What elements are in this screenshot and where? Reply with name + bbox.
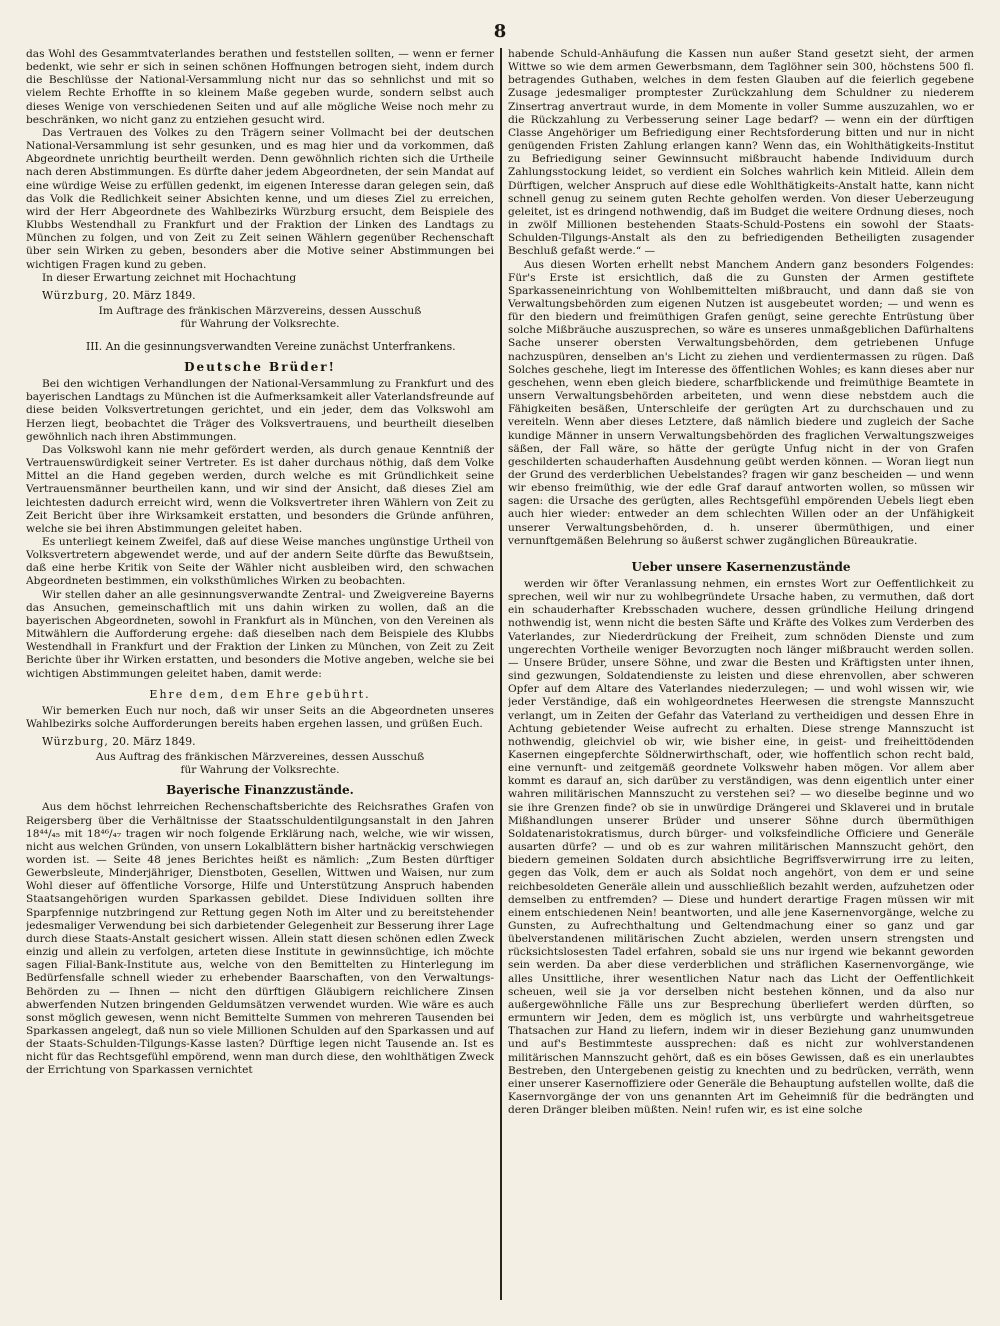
signature-city: Würzburg, [42,735,109,749]
paragraph: Wir bemerken Euch nur noch, daß wir unser Seits an die Abgeordneten unseres Wahlbezirks solche Aufforderungen bereits haben ergehen lassen, und grüßen Euch. [26,704,494,730]
article-heading: Ueber unsere Kasernenzustände [631,559,851,574]
paragraph: das Wohl des Gesammtvaterlandes berathen und feststellen sollten, — wenn er ferner bedenkt, wie sehr er sich in seinen schönen Hoffnungen betrogen sieht, indem durch die Beschlüsse der National-Versammlung nicht nur das so sehnlichst und mit so vielem Rechte Erhoffte in so kleinem Maße gegeben wurde, sondern selbst auch dieses Wenige von verschiedenen Seiten und auf alle mögliche Weise noch mehr zu beschränken, wo nicht ganz zu entziehen gesucht wird. [26,48,494,126]
paragraph: Das Vertrauen des Volkes zu den Trägern seiner Vollmacht bei der deutschen National-Versammlung ist sehr gesunken, und es mag hier und da vorkommen, daß Abgeordnete unrichtig beurtheilt werden. Denn gewöhnlich richten sich die Urtheile nach deren Abstimmungen. Es dürfte daher jedem Abgeordneten, der sein Mandat auf eine würdige Weise zu erfüllen gedenkt, im eigenen Interesse daran gelegen sein, daß das Volk die Redlichkeit seiner Absichten kenne, und um dieses Ziel zu erreichen, wird der Herr Abgeordnete des Wahlbezirks Würzburg ersucht, dem Beispiele des Klubbs Westendhall zu Frankfurt und der Fraktion der Linken des Landtags zu München zu folgen, und von Zeit zu Zeit seinen Wählern gegenüber Rechenschaft über sein Wirken zu geben, besonders aber die Motive seiner Abstimmungen bei wichtigen Fragen kund zu geben. [26,126,494,271]
paragraph: Aus diesen Worten erhellt nebst Manchem Andern ganz besonders Folgendes: Für's Erste ist ersichtlich, daß die zu Gunsten der Armen gestiftete Sparkasseneinrichtung von Wohlbemittelten mißbraucht, und dann daß sie von Verwaltungsbehörden zum eigenen Nutzen ist ausgebeutet worden; — und wenn es für den biedern und freimüthigen Grafen genügt, seine gerechte Entrüstung über solche Mißbräuche auszusprechen, so wäre es unseres unmaßgeblichen Dafürhaltens Sache unserer obersten Verwaltungsbehörden, dem getriebenen Unfuge nachzuspüren, denselben an's Licht zu ziehen und verdientermassen zu rügen. Daß Solches geschehe, liegt im Interesse des öffentlichen Wohles; es kann dieses aber nur geschehen, wenn eben gleich biedere, scharfblickende und freimüthige Beamtete in unsern Verwaltungsbehörden arbeiteten, und wenn diese nebstdem auch die Fähigkeiten besäßen, Unterschleife der gerügten Art zu durchschauen und zu vereiteln. Wenn aber dieses Letztere, daß nämlich biedere und zugleich der Sache kundige Männer in unsern Verwaltungsbehörden des fraglichen Verwaltungszweiges säßen, der Fall wäre, so hätte der gerügte Unfug nicht in der von Grafen geschilderten schauderhaften Ausdehnung geübt werden können. — Woran liegt nun der Grund des verderblichen Uebelstandes? fragen wir ganz bescheiden — und wenn wir ebenso freimüthig, wie der edle Graf darauf antworten wollen, so müssen wir sagen: die Ursache des gerügten, alles Rechtsgefühl empörenden Uebels liegt eben auch hier wieder: entweder an dem schlechten Willen oder an der Unfähigkeit unserer Verwaltungsbehörden, d. h. unserer übermüthigen, und einer vernunftgemäßen Belehrung so äußerst schwer zugänglichen Büreaukratie. [508,258,974,547]
left-column [26,48,494,1298]
paragraph: Aus dem höchst lehrreichen Rechenschaftsberichte des Reichsrathes Grafen von Reigersberg über die Verhältnisse der Staatsschuldentilgungsanstalt in den Jahren 18⁴⁴/₄₅ mit 18⁴⁶/₄₇ tragen wir noch folgende Erklärung nach, welche, wie wir wissen, nicht aus welchen Gründen, von unsern Lokalblättern bisher hartnäckig verschwiegen worden ist. — Seite 48 jenes Berichtes heißt es nämlich: „Zum Besten dürftiger Gewerbsleute, Minderjähriger, Dienstboten, Gesellen, Wittwen und Waisen, nur zum Wohl dieser auf öffentliche Vorsorge, Hilfe und Unterstützung Anspruch habenden Staatsangehörigen wurden Sparkassen gebildet. Diese Individuen sollten ihre Sparpfennige nutzbringend zur Rettung gegen Noth im Alter und zu bereitstehender jedesmaliger Verwendung bei sich darbietender Gelegenheit zur Besserung ihrer Lage durch diese Staats-Anstalt gesichert wissen. Allein statt diesen schönen edlen Zweck einzig und allein zu verfolgen, arteten diese Institute in gewinnsüchtige, ich möchte sagen Filial-Bank-Institute aus, welche von den Bemittelten zu Hinterlegung im Bedürfensfalle schnell wieder zu erhebender Baarschaften, von den Verwaltungs-Behörden zu — Ihnen — nicht den dürftigen Gläubigern reichlichere Zinsen abwerfenden Nutzen bringenden Geldumsätzen verwendet wurden. Wie wäre es auch sonst möglich gewesen, wenn nicht Bemittelte Summen von mehreren Tausenden bei Sparkassen angelegt, daß nun so viele Millionen Schulden auf den Sparkassen und auf der Staats-Schulden-Tilgungs-Kasse lasten? Dürftige legen nicht Tausende an. Ist es nicht für das Rechtsgefühl empörend, wenn man durch diese, den wohlthätigen Zweck der Errichtung von Sparkassen vernichtet [26,801,494,1077]
column-divider [500,48,502,1300]
article-heading: Deutsche Brüder! [184,360,336,375]
signature-place-date [42,288,494,303]
article-heading: Bayerische Finanzzustände. [166,783,354,798]
paragraph: Wir stellen daher an alle gesinnungsverwandte Zentral- und Zweigvereine Bayerns das Ansuchen, gemeinschaftlich mit uns dahin wirken zu wollen, daß an die bayerischen Abgeordneten, sowohl in Frankfurt als in München, von den Vereinen als Mitwählern die Aufforderung ergehe: daß dieselben nach dem Beispiele des Klubbs Westendhall in Frankfurt und der Fraktion der Linken zu München, von Zeit zu Zeit Berichte über ihr Wirken erstatten, und besonders die Motive angeben, welche sie bei wichtigen Abstimmungen geleitet haben, damit werde: [26,588,494,680]
signature-line: für Wahrung der Volksrechte. [180,764,340,777]
signature-line: für Wahrung der Volksrechte. [180,317,340,330]
paragraph: Das Volkswohl kann nie mehr gefördert werden, als durch genaue Kenntniß der Vertrauenswürdigkeit seiner Vertreter. Es ist daher durchaus nöthig, daß dem Volke Mittel an die Hand gegeben werden, durch welche es mit Gründlichkeit seine Vertrauensmänner beurtheilen kann, und wir sind der Ansicht, daß dieses Ziel am leichtesten dadurch erreicht wird, wenn die Volksvertreter ihren Wählern von Zeit zu Zeit Bericht über ihre Wirksamkeit erstatten, und besonders die Gründe anführen, welche sie bei ihren Abstimmungen geleitet haben. [26,443,494,535]
right-column [508,48,974,1298]
signature-date: 20. März 1849. [112,288,196,302]
paragraph: Bei den wichtigen Verhandlungen der National-Versammlung zu Frankfurt und des bayerischen Landtags zu München ist die Aufmerksamkeit aller Vaterlandsfreunde auf diese beiden Volksvertretungen gerichtet, und ein jeder, dem das Volkswohl am Herzen liegt, beobachtet die Träger des Volksvertrauens, und beurtheilt dieselben gewöhnlich nach ihren Abstimmungen. [26,378,494,443]
section-title: III. An die gesinnungsverwandten Vereine zunächst Unterfrankens. [86,340,456,354]
paragraph: werden wir öfter Veranlassung nehmen, ein ernstes Wort zur Oeffentlichkeit zu sprechen, weil wir nur zu wohlbegründete Ursache haben, zu vermuthen, daß dort ein schauderhafter Krebsschaden wuchere, dessen gründliche Heilung dringend nothwendig ist, wenn nicht die besten Säfte und Kräfte des Volkes zum Verderben des Vaterlandes, zur Niederdrückung der Freiheit, zum schnöden Dienste und zum ungerechten Vortheile weniger Bevorzugten noch länger mißbraucht werden sollen. — Unsere Brüder, unsere Söhne, und zwar die Besten und Kräftigsten unter ihnen, sind gezwungen, Soldatendienste zu leisten und diese ehrenvollen, aber schweren Opfer auf dem Altare des Vaterlandes niederzulegen; — und wohl wissen wir, wie jeder Verständige, daß ein wohlgeordnetes Heerwesen die strengste Mannszucht verlangt, um in Zeiten der Gefahr das Vaterland zu vertheidigen und dessen Ehre in Achtung gebietender Weise aufrecht zu erhalten. Diese strenge Mannszucht ist nothwendig, gleichviel ob wir, wie bisher eine, in geist- und freiheittödenden Kasernen eingepferchte Söldnerwirthschaft, oder, wie hoffentlich schon recht bald, eine vernunft- und zeitgemäß geordnete Volkswehr haben mögen. Vor allem aber kommt es darauf an, sich darüber zu verständigen, was denn eigentlich unter einer wahren militärischen Mannszucht zu verstehen sei? — wo dieselbe beginne und wo sie ihre Grenzen finde? ob sie in unwürdige Drängerei und Sklaverei und in brutale Mißhandlungen unserer Brüder und unserer Söhne durch übermüthigen Soldatenaristokratismus, durch bürger- und volksfeindliche Officiere und Generäle ausarten dürfe? — und ob es zur wahren militärischen Mannszucht gehört, den biedern gemeinen Soldaten durch absichtliche Begriffsverwirrung irre zu leiten, gegen das Volk, dem er auch als Soldat noch angehört, von dem er und seine reichbesoldeten Generäle allein und ausschließlich bezahlt werden, aufzuhetzen oder demselben zu entfremden? — Diese und hundert derartige Fragen müssen wir mit einem entschiedenen Nein! beantworten, und alle jene Kasernenvorgänge, welche zu Gunsten, zu Aufrechthaltung und Geltendmachung einer so ganz und gar übelverstandenen militärischen Zucht abzielen, werden unsern strengsten und rücksichtslosesten Tadel erfahren, sobald sie uns nur irgend wie bekannt geworden sein werden. Da aber diese verderblichen und sträflichen Kasernenvorgänge, wie alles Unsittliche, ihrer wesentlichen Natur nach das Licht der Oeffentlichkeit scheuen, weil sie ja vor derselben nicht bestehen können, und da also nur außergewöhnliche Fälle uns zur Besprechung überliefert werden dürften, so ermuntern wir Jeden, dem es möglich ist, uns verbürgte und wahrheitsgetreue Thatsachen zur Hand zu liefern, indem wir in dieser Beziehung ganz unumwunden und auf's Bestimmteste aussprechen: daß es nicht zur wohlverstandenen militärischen Mannszucht gehört, daß es ein böses Gewissen, daß es ein unerlaubtes Bestreben, den Untergebenen geistig zu knechten und zu bedrücken, verräth, wenn einer unserer Kasernoffiziere oder Generäle die Behauptung aufstellen wollte, daß die Kasernvorgänge der von uns genannten Art im Geheimniß für die bedrängten und deren Dränger bleiben müßten. Nein! rufen wir, es ist eine solche [508,577,974,1117]
motto: Ehre dem, dem Ehre gebührt. [149,687,371,701]
signature-place-date [42,734,494,749]
signature-city: Würzburg, [42,288,109,302]
page-number: 8 [493,21,507,42]
paragraph: habende Schuld-Anhäufung die Kassen nun außer Stand gesetzt sieht, der armen Wittwe so wie dem armen Gewerbsmann, dem Taglöhner sein 300, höchstens 500 fl. betragendes Guthaben, welches in dem festen Glauben auf die feierlich gegebene Zusage jedesmaliger promptester Zurückzahlung dem Schuldner zu niederem Zinsertrag anvertraut wurde, in dem Momente in voller Summe auszuzahlen, wo er die Rückzahlung zu Verbesserung seiner Lage bedarf? — wenn ein der dürftigen Classe Angehöriger um Befriedigung einer Rechtsforderung bitten und nur in nicht genügenden Fristen Zahlung erlangen kann? Wenn das, ein Wohlthätigkeits-Institut zu Befriedigung seiner Gewinnsucht mißbraucht habende Individuum durch Zahlungsstockung leidet, so verdient ein Solches wahrlich kein Mitleid. Allein dem Dürftigen, welcher Anspruch auf diese edle Wohlthätigkeits-Anstalt hatte, kann nicht schnell genug zu seinem guten Rechte geholfen werden. Von dieser Ueberzeugung geleitet, ist es dringend nothwendig, daß im Budget die weitere Ordnung dieses, noch in zwölf Millionen bestehenden Staats-Schuld-Postens ein sowohl der Staats-Schulden-Tilgungs-Anstalt als den zu befriedigenden Betheiligten zusagender Beschluß gefaßt werde.“ — [508,48,974,258]
paragraph: Es unterliegt keinem Zweifel, daß auf diese Weise manches ungünstige Urtheil von Volksvertretern abgewendet werde, und auf der andern Seite dürfte das Bewußtsein, daß eine herbe Kritik von Seite der Wähler nicht ausbleiben wird, den schwachen Abgeordneten bestimmen, ein volksthümliches Wirken zu beobachten. [26,536,494,588]
signature-date: 20. März 1849. [112,735,196,749]
paragraph: In dieser Erwartung zeichnet mit Hochachtung [42,271,297,284]
signature-line: Aus Auftrag des fränkischen Märzvereines, dessen Ausschuß [95,751,425,764]
signature-line: Im Auftrage des fränkischen Märzvereins, dessen Ausschuß [98,304,422,317]
